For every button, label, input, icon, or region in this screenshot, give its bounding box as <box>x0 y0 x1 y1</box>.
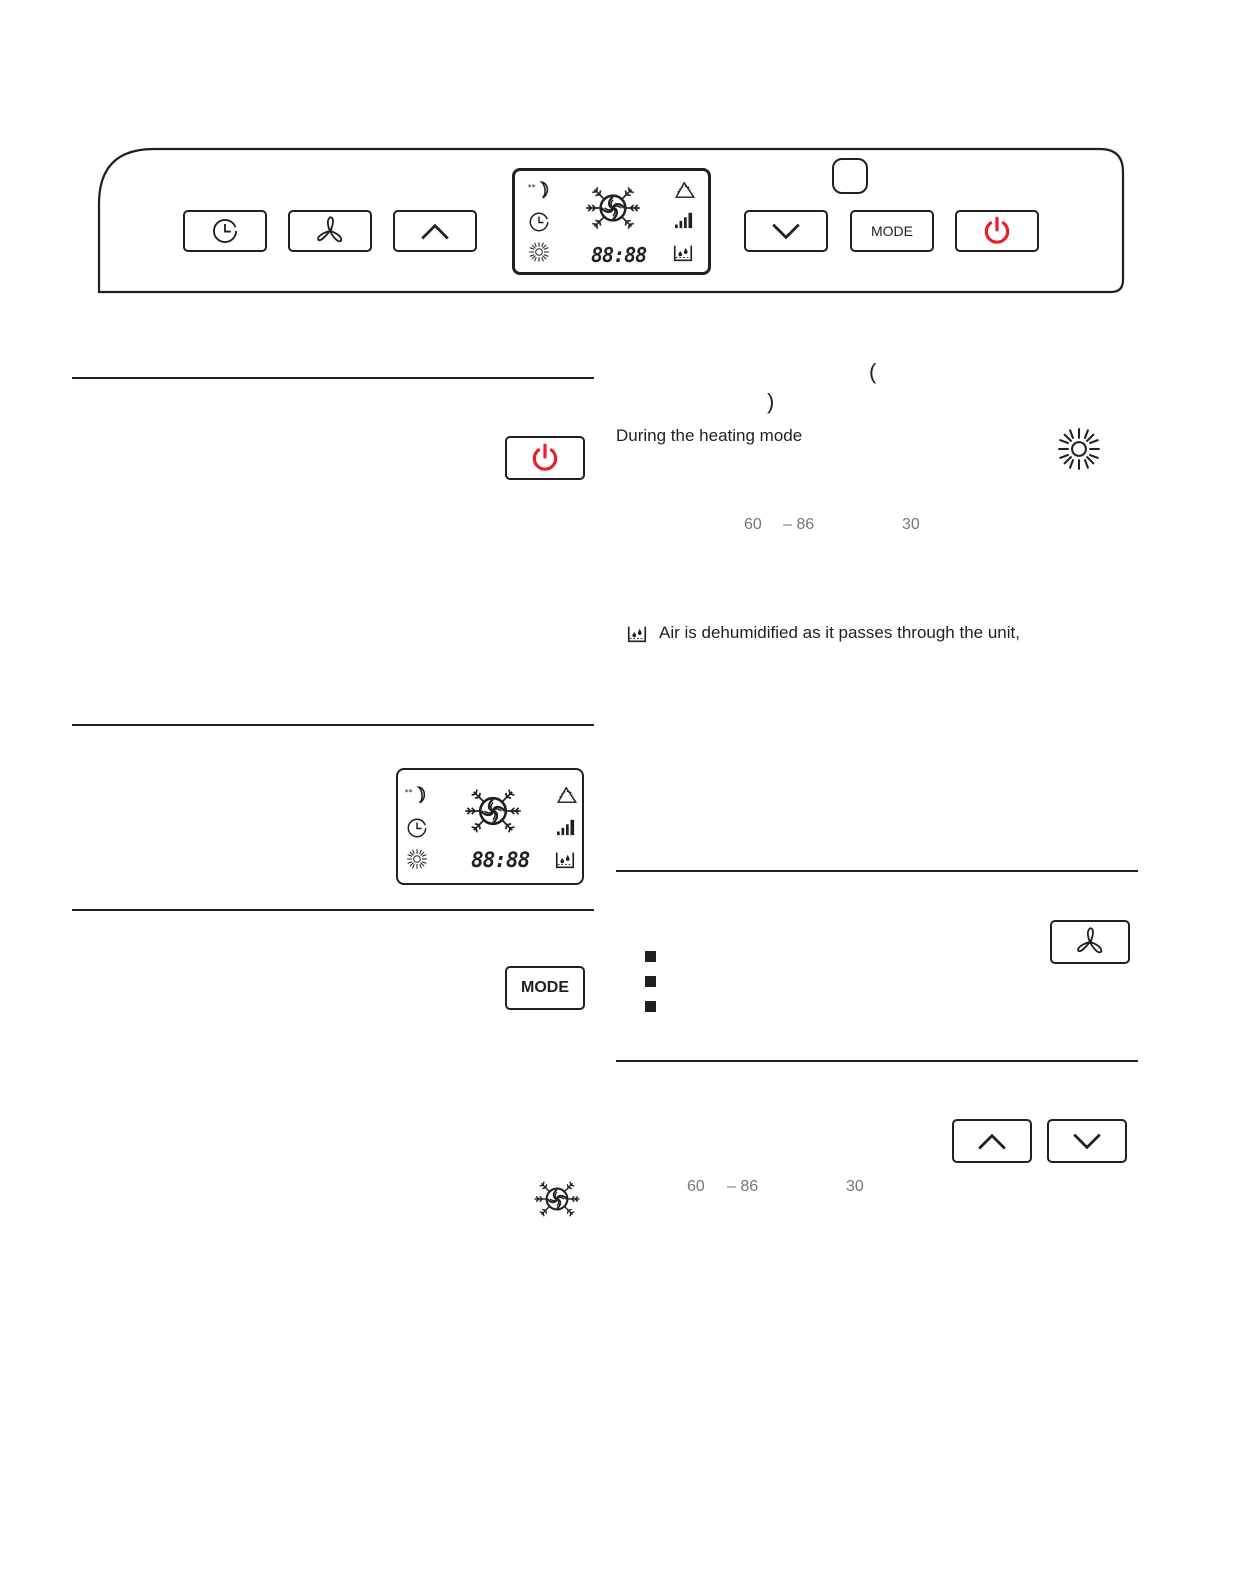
fan-icon <box>313 214 347 248</box>
heating-range-high: – 86 <box>783 516 815 533</box>
power-icon <box>981 215 1013 247</box>
power-button[interactable] <box>955 210 1039 252</box>
heating-mode-text: During the heating mode <box>616 426 803 445</box>
indicator-light <box>832 158 868 194</box>
heating-range-celsius: 30 <box>902 516 920 533</box>
section-divider <box>616 1060 1138 1062</box>
sleep-icon <box>404 784 430 806</box>
clock-icon <box>528 211 550 233</box>
temp-range-high: – 86 <box>727 1178 759 1195</box>
up-button-illustration <box>952 1119 1032 1163</box>
temp-down-button[interactable] <box>744 210 828 252</box>
lcd-digits: 88:88 <box>471 848 530 872</box>
sleep-icon <box>527 179 553 201</box>
close-paren: ) <box>767 389 775 414</box>
signal-bars-icon <box>673 211 695 229</box>
clock-icon <box>211 217 239 245</box>
dehumidify-text: Air is dehumidified as it passes through the unit, <box>659 623 1020 642</box>
snowflake-fan-icon <box>531 1173 583 1225</box>
down-arrow-icon <box>1071 1130 1103 1152</box>
snowflake-fan-icon <box>461 779 525 843</box>
temp-range-low: 60 <box>687 1178 705 1195</box>
water-tank-icon <box>554 849 576 871</box>
heating-range-low: 60 <box>744 516 762 533</box>
sun-icon <box>528 241 550 263</box>
power-button-illustration <box>505 436 585 480</box>
signal-bars-icon <box>555 818 577 836</box>
mode-button-label: MODE <box>871 223 913 239</box>
list-bullet <box>645 951 656 962</box>
fan-icon <box>1073 925 1107 959</box>
section-divider <box>72 909 594 911</box>
section-divider <box>616 870 1138 872</box>
water-tank-icon <box>672 242 694 264</box>
section-divider <box>72 724 594 726</box>
up-arrow-icon <box>419 220 451 242</box>
up-arrow-icon <box>976 1130 1008 1152</box>
swing-icon <box>673 179 697 201</box>
fan-speed-button[interactable] <box>288 210 372 252</box>
clock-icon <box>406 817 428 839</box>
list-bullet <box>645 1001 656 1012</box>
section-divider <box>72 377 594 379</box>
mode-button[interactable] <box>850 210 934 252</box>
fan-button-illustration <box>1050 920 1130 964</box>
mode-button-label: MODE <box>521 979 569 996</box>
lcd-display-illustration <box>396 768 584 885</box>
sun-icon <box>406 848 428 870</box>
snowflake-fan-icon <box>582 177 644 239</box>
temp-range-celsius: 30 <box>846 1178 864 1195</box>
lcd-display <box>512 168 711 275</box>
down-button-illustration <box>1047 1119 1127 1163</box>
power-icon <box>529 442 561 474</box>
temp-up-button[interactable] <box>393 210 477 252</box>
mode-button-illustration <box>505 966 585 1010</box>
list-bullet <box>645 976 656 987</box>
swing-icon <box>555 784 579 806</box>
lcd-digits: 88:88 <box>591 243 647 267</box>
timer-button[interactable] <box>183 210 267 252</box>
sun-icon <box>1056 426 1102 472</box>
water-tank-icon <box>626 623 648 645</box>
down-arrow-icon <box>770 220 802 242</box>
open-paren: ( <box>869 359 877 384</box>
